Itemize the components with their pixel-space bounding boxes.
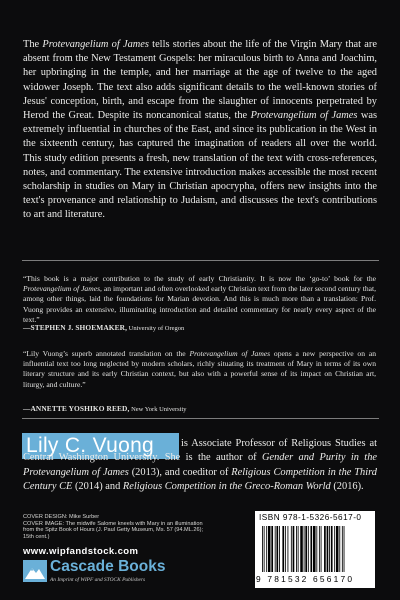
quote-1-author: —STEPHEN J. SHOEMAKER, bbox=[23, 323, 128, 332]
bio-book-1: Gender and Purity in the Protevangelium of James bbox=[23, 452, 378, 478]
desc-title-2: Protevangelium of James bbox=[250, 110, 358, 122]
author-bio bbox=[23, 437, 377, 495]
barcode-digits: 9 781532 656170 bbox=[256, 574, 355, 584]
endorsement-quote-2 bbox=[23, 349, 376, 390]
divider-top bbox=[22, 260, 379, 261]
bio-text-3: (2014) and bbox=[72, 481, 123, 493]
desc-text-1: The bbox=[23, 39, 43, 50]
quote-1-text-a: “This book is a major contribution to the study of early Christianity. It is now the ‘go-to’ book for the bbox=[23, 274, 376, 283]
desc-title-1: Protevangelium of James bbox=[42, 39, 149, 50]
bio-book-3: Religious Competition in the Greco-Roman World bbox=[122, 481, 331, 493]
cover-design-credit: COVER DESIGN: Mike Surber bbox=[23, 514, 100, 520]
quote-2-title: Protevangelium of James bbox=[189, 349, 271, 358]
endorsement-quote-1 bbox=[23, 274, 376, 325]
quote-2-affiliation: New York University bbox=[129, 406, 187, 413]
quote-2-author: —ANNETTE YOSHIKO REED, bbox=[23, 404, 130, 413]
bio-text-4: (2016). bbox=[330, 481, 364, 493]
publisher-logo bbox=[23, 560, 181, 588]
cascade-mountain-icon bbox=[23, 560, 47, 582]
quote-1-affiliation: University of Oregon bbox=[127, 325, 185, 332]
desc-text-3: was extremely influential in churches of the East, and since its publication in the West in the sixteenth century, has captured the imagination of readers all over the world. This study edition presents a fresh, new translation of the text with cross-references, notes, and commentary. The extensive introduction makes accessible the most recent scholarship in studies on Mary in Christian apocrypha, offers new insights into the text's provenance and relationship to Judaism, and discusses the text's contributions to art and literature. bbox=[23, 110, 377, 221]
isbn-number: ISBN 978-1-5326-5617-0 bbox=[259, 513, 362, 522]
endorsement-attribution-1 bbox=[23, 323, 184, 334]
quote-2-text-b: opens a new perspective on an influential text too long neglected by modern scholars, richly situating its treatment of Mary in terms of its own literary structure and its early Christian context, but also with a powerful sense of its impact on Christian art, liturgy, and culture.” bbox=[23, 349, 376, 389]
cover-credits bbox=[23, 514, 203, 540]
divider-bottom bbox=[22, 418, 379, 419]
publisher-tagline: An Imprint of WIPF and STOCK Publishers bbox=[50, 577, 146, 583]
quote-2-text-a: “Lily Vuong’s superb annotated translation on the bbox=[23, 349, 190, 358]
endorsement-attribution-2 bbox=[23, 404, 187, 415]
bio-text-1: is Associate Professor of Religious Studies at Central Washington University. She is the author of bbox=[23, 438, 377, 464]
quote-1-text-b: , an important and often overlooked early Christian text from the later second century that, among other things, laid the foundations for Marian devotion. And this is much more than a translation: Prof. Vuong provides an extensive, illuminating introduction and detailed commentary for nearly every aspect of the text.” bbox=[23, 284, 376, 324]
barcode-icon bbox=[262, 526, 371, 572]
quote-1-title: Protevangelium of James bbox=[23, 284, 101, 294]
bio-text-2: (2013), and coeditor of bbox=[128, 466, 232, 478]
author-name: Lily C. Vuong bbox=[26, 434, 155, 457]
cover-image-credit: COVER IMAGE: The midwife Salome kneels with Mary in an illumination from the Spitz Book of Hours (J. Paul Getty Museum, Ms. 57 (94.ML.26); 15th cent.) bbox=[23, 520, 203, 540]
publisher-name: Cascade Books bbox=[50, 558, 166, 575]
publisher-url[interactable]: www.wipfandstock.com bbox=[23, 546, 139, 557]
book-description bbox=[23, 38, 377, 223]
desc-text-2: tells stories about the life of the Virgin Mary that are absent from the New Testament Gospels: her miraculous birth to Anna and Joachim, her upbringing in the temple, and her marriage at the age of twelve to the aged widower Joseph. The text also adds significant details to the well-known stories of Jesus' conception, birth, and escape from the slaughter of innocents perpetrated by Herod the Great. Despite its noncanonical status, the bbox=[23, 39, 377, 122]
bio-book-2: Religious Competition in the Third Century CE bbox=[23, 466, 377, 493]
